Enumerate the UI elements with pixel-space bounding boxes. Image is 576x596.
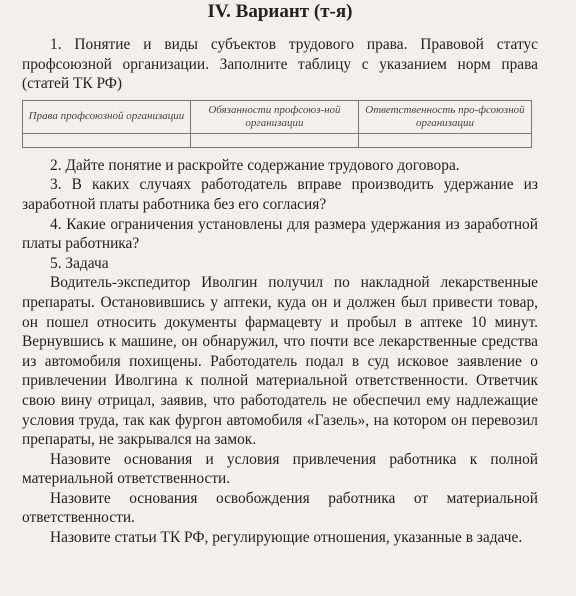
question-4: 4. Какие ограничения установлены для размера удержания из заработной платы работника?: [22, 215, 538, 253]
rights-table: [22, 100, 532, 148]
task-text: Водитель-экспедитор Иволгин получил по накладной лекарственные препараты. Остановившись у аптеки, куда он и должен был привести товар, он пошел относить документы фармацевту и пробыл в аптеке 10 минут. Вернувшись к машине, он обнаружил, что почти все лекарственные средства из автомобиля похищены. Работодатель подал в суд исковое заявление о привлечении Иволгина к полной материальной ответственности. Ответчик свою вину отрицал, заявив, что работодатель не обеспечил ему надлежащие условия труда, так как фургон автомобиля «Газель», на котором он перевозил препараты, не закрывался на замок.: [22, 274, 538, 449]
table-row: [23, 133, 532, 147]
question-3: 3. В каких случаях работодатель вправе производить удержание из заработной платы работника без его согласия?: [22, 176, 538, 213]
question-1: 1. Понятие и виды субъектов трудового права. Правовой статус профсоюзной организации. Заполните таблицу с указанием норм права (статей ТК РФ): [22, 36, 538, 93]
variant-title: IV. Вариант (т-я): [207, 1, 353, 22]
table-header-rights: Права профсоюзной организации: [23, 100, 191, 133]
question-5-label: 5. Задача: [50, 254, 109, 272]
table-header-liability: Ответственность про-фсоюзной организации: [358, 100, 531, 133]
question-2: 2. Дайте понятие и раскройте содержание трудового договора.: [50, 156, 460, 174]
table-cell-empty: [190, 133, 358, 147]
task-question-3: Назовите статьи ТК РФ, регулирующие отношения, указанные в задаче.: [50, 529, 523, 547]
table-header-row: [23, 100, 532, 133]
table-cell-empty: [358, 133, 531, 147]
table-header-duties: Обязанности профсоюз-ной организации: [190, 100, 358, 133]
task-question-2: Назовите основания освобождения работника от материальной ответственности.: [22, 489, 538, 527]
table-cell-empty: [23, 133, 191, 147]
task-question-1: Назовите основания и условия привлечения работника к полной материальной ответственности.: [22, 450, 538, 488]
